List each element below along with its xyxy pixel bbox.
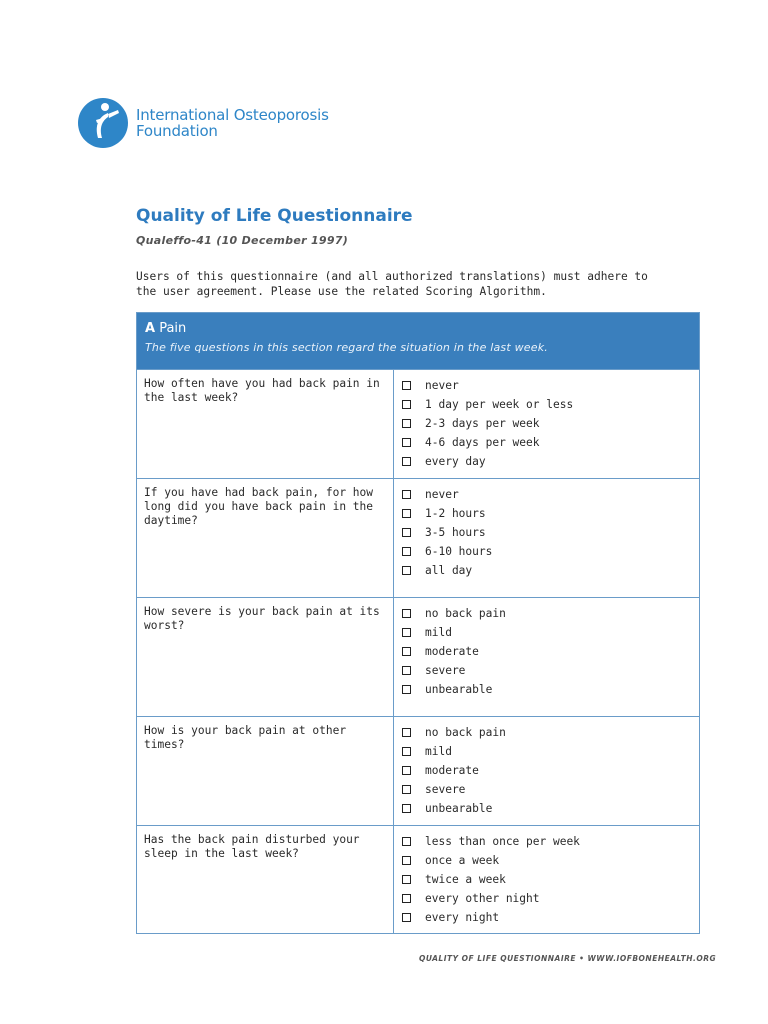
option-label: 1 day per week or less: [425, 398, 574, 411]
option-label: 1-2 hours: [425, 507, 486, 520]
option[interactable]: [402, 376, 699, 395]
checkbox[interactable]: [402, 856, 411, 865]
logo-line-2: Foundation: [136, 122, 218, 140]
option-label: every other night: [425, 892, 540, 905]
option[interactable]: [402, 799, 699, 818]
iof-figure-logo-icon: [78, 98, 128, 148]
option-label: moderate: [425, 645, 479, 658]
checkbox[interactable]: [402, 457, 411, 466]
option[interactable]: [402, 870, 699, 889]
option[interactable]: [402, 642, 699, 661]
option-label: twice a week: [425, 873, 506, 886]
question-row: [137, 478, 699, 597]
option[interactable]: [402, 523, 699, 542]
option[interactable]: [402, 623, 699, 642]
option-label: unbearable: [425, 683, 493, 696]
option[interactable]: [402, 742, 699, 761]
option-label: severe: [425, 664, 466, 677]
checkbox[interactable]: [402, 381, 411, 390]
iof-logo: [78, 98, 329, 148]
checkbox[interactable]: [402, 666, 411, 675]
option-list: [394, 717, 699, 825]
option[interactable]: [402, 485, 699, 504]
option-label: never: [425, 488, 459, 501]
option[interactable]: [402, 604, 699, 623]
option-label: every night: [425, 911, 500, 924]
question-text: How is your back pain at other times?: [137, 717, 394, 825]
option[interactable]: [402, 542, 699, 561]
option-list: [394, 370, 699, 478]
option[interactable]: [402, 723, 699, 742]
option[interactable]: [402, 851, 699, 870]
option[interactable]: [402, 832, 699, 851]
option-label: less than once per week: [425, 835, 580, 848]
option-label: 2-3 days per week: [425, 417, 540, 430]
checkbox[interactable]: [402, 837, 411, 846]
option-label: every day: [425, 455, 486, 468]
section-header: [137, 313, 699, 369]
question-row: [137, 369, 699, 478]
option[interactable]: [402, 780, 699, 799]
question-text: How severe is your back pain at its worst?: [137, 598, 394, 716]
option-label: all day: [425, 564, 473, 577]
checkbox[interactable]: [402, 685, 411, 694]
checkbox[interactable]: [402, 766, 411, 775]
option-label: 4-6 days per week: [425, 436, 540, 449]
page-footer: QUALITY OF LIFE QUESTIONNAIRE • WWW.IOFBONEHEALTH.ORG: [419, 954, 717, 963]
checkbox[interactable]: [402, 566, 411, 575]
section-letter: A: [145, 321, 156, 336]
option-label: no back pain: [425, 607, 506, 620]
option-label: moderate: [425, 764, 479, 777]
option[interactable]: [402, 414, 699, 433]
checkbox[interactable]: [402, 747, 411, 756]
question-text: If you have had back pain, for how long did you have back pain in the daytime?: [137, 479, 394, 597]
checkbox[interactable]: [402, 913, 411, 922]
checkbox[interactable]: [402, 547, 411, 556]
option-label: once a week: [425, 854, 500, 867]
checkbox[interactable]: [402, 647, 411, 656]
checkbox[interactable]: [402, 438, 411, 447]
option-list: [394, 479, 699, 597]
questionnaire-table: [136, 312, 700, 934]
option[interactable]: [402, 433, 699, 452]
checkbox[interactable]: [402, 609, 411, 618]
checkbox[interactable]: [402, 875, 411, 884]
option[interactable]: [402, 661, 699, 680]
option-label: 3-5 hours: [425, 526, 486, 539]
option-label: no back pain: [425, 726, 506, 739]
checkbox[interactable]: [402, 509, 411, 518]
option[interactable]: [402, 504, 699, 523]
option[interactable]: [402, 561, 699, 580]
checkbox[interactable]: [402, 785, 411, 794]
checkbox[interactable]: [402, 804, 411, 813]
checkbox[interactable]: [402, 490, 411, 499]
question-row: [137, 825, 699, 933]
logo-line-1: International Osteoporosis: [136, 106, 329, 124]
option-list: [394, 826, 699, 933]
option-label: mild: [425, 626, 452, 639]
checkbox[interactable]: [402, 419, 411, 428]
option[interactable]: [402, 889, 699, 908]
option-label: never: [425, 379, 459, 392]
checkbox[interactable]: [402, 528, 411, 537]
option[interactable]: [402, 761, 699, 780]
option[interactable]: [402, 395, 699, 414]
option[interactable]: [402, 908, 699, 927]
checkbox[interactable]: [402, 728, 411, 737]
question-text: How often have you had back pain in the last week?: [137, 370, 394, 478]
option-label: unbearable: [425, 802, 493, 815]
option[interactable]: [402, 452, 699, 471]
page-subtitle: Qualeffo-41 (10 December 1997): [136, 234, 349, 247]
option-label: mild: [425, 745, 452, 758]
question-text: Has the back pain disturbed your sleep in the last week?: [137, 826, 394, 933]
section-name: Pain: [159, 321, 187, 336]
option[interactable]: [402, 680, 699, 699]
option-list: [394, 598, 699, 716]
section-description: The five questions in this section regard the situation in the last week.: [145, 341, 548, 354]
checkbox[interactable]: [402, 400, 411, 409]
question-row: [137, 716, 699, 825]
option-label: 6-10 hours: [425, 545, 493, 558]
checkbox[interactable]: [402, 628, 411, 637]
intro-text: Users of this questionnaire (and all authorized translations) must adhere to the user agreement. Please use the related Scoring Algorithm.: [136, 270, 648, 298]
option-label: severe: [425, 783, 466, 796]
section-title: [145, 321, 690, 336]
checkbox[interactable]: [402, 894, 411, 903]
page-title: Quality of Life Questionnaire: [136, 206, 413, 226]
question-row: [137, 597, 699, 716]
